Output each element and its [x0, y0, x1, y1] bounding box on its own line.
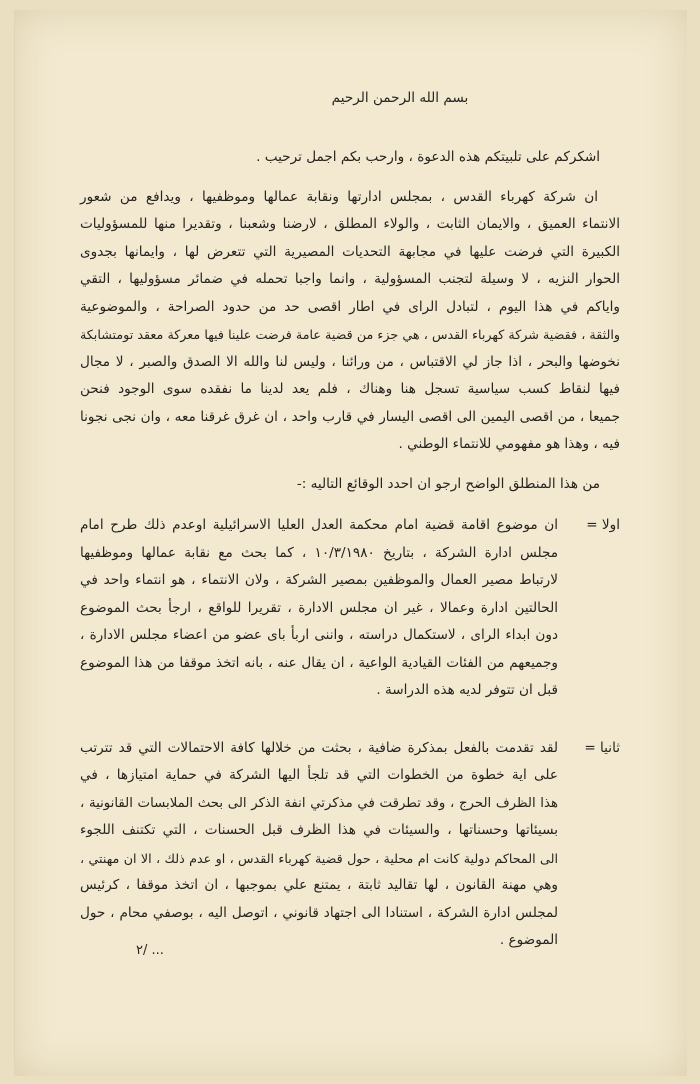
item-body [80, 512, 558, 705]
item-line: ان موضوع اقامة قضية امام محكمة العدل العليا الاسرائيلية اوعدم ذلك طرح امام [80, 517, 558, 533]
paragraph-facts-intro: من هذا المنطلق الواضح ارجو ان احدد الوقائع التاليه :- [296, 475, 600, 492]
item-line: وجميعهم من الفئات القيادية الواعية ، ان يقال عنه ، بانه اتخذ موقفا من هذا الموضوع [80, 654, 558, 671]
item-line: قبل ان تتوفر لديه هذه الدراسة . [376, 682, 558, 698]
paragraph-line: فيها لنقاط كسب سياسية تسجل هنا وهناك ، فلم يعد لدينا ما نفقده سوى الوجود فنحن [80, 381, 620, 397]
paragraph-line: جميعا ، من اقصى اليمين الى اقصى اليسار في قارب واحد ، ان غرق غرقنا معه ، وان نجى نجونا [80, 408, 620, 425]
item-line: على اية خطوة من الخطوات التي قد تلجأ اليها الشركة في حماية امتيازها ، في [80, 767, 558, 783]
item-line: لارتباط مصير العمال والموظفين بمصير الشركة ، ولان الانتماء ، هو انتماء واحد في [80, 572, 558, 588]
item-line: الموضوع . [499, 932, 558, 948]
greeting-line: اشكركم على تلبيتكم هذه الدعوة ، وارحب بكم اجمل ترحيب . [256, 149, 600, 165]
item-line: هذا الظرف الحرج ، وقد تطرقت في مذكرتي انفة الذكر الى بحث الملابسات القانونية ، [80, 795, 558, 811]
paragraph-line: ان شركة كهرباء القدس ، بمجلس ادارتها ونقابة عمالها وموظفيها ، ويدافع من شعور [80, 188, 598, 205]
item-line: الى المحاكم دولية كانت ام محلية ، حول قضية كهرباء القدس ، او عدم ذلك ، الا ان مهنتي ، [80, 850, 558, 866]
paragraph-line: الانتماء العميق ، والايمان الثابت ، والولاء المطلق ، لارضنا وشعبنا ، وتقديرا منها للمسؤوليات [80, 216, 620, 232]
item-second [80, 735, 620, 955]
item-line: بسيئاتها وحسناتها ، والسيئات في هذا الظرف قبل الحسنات ، التي تكتنف اللجوء [80, 822, 558, 838]
paragraph-intro [80, 184, 620, 459]
paragraph-line: الحوار النزيه ، لا وسيلة لتجنب المسؤولية ، وانما واجبا تحمله في ضمائر مسؤوليها ، التقي [80, 271, 620, 287]
paragraph-line: نخوضها والبحر ، اذا جاز لي الاقتباس ، من ورائنا ، وليس لنا والله الا الصدق والصبر ، لا مجال [80, 353, 620, 370]
paragraph-line: والثقة ، فقضية شركة كهرباء القدس ، هي جزء من قضية عامة فرضت علينا فيها معركة معقد تومتشابكة [80, 327, 620, 342]
item-first [80, 512, 620, 705]
item-line: لمجلس ادارة الشركة ، استنادا الى اجتهاد قانوني ، اتوصل اليه ، بوصفي محام ، حول [80, 904, 558, 921]
paragraph-line: فيه ، وهذا هو مفهومي للانتماء الوطني . [398, 436, 620, 452]
page-number-marker: ٢/ ... [136, 943, 164, 958]
letter-page [80, 90, 620, 955]
item-line: وهي مهنة القانون ، لها تقاليد ثابتة ، يمتنع علي بموجبها ، ان اتخذ موقفا ، كرئيس [80, 877, 558, 893]
item-line: لقد تقدمت بالفعل بمذكرة ضافية ، بحثت من خلالها كافة الاحتمالات التي قد تترتب [80, 739, 558, 756]
letter-heading: بسم الله الرحمن الرحيم [331, 90, 469, 106]
paragraph-line: الكبيرة التي فرضت عليها في مجابهة التحديات المصيرية التي تتعرض لها ، وايمانها بجدوى [80, 243, 620, 260]
item-label: اولا = [586, 517, 620, 533]
item-body [80, 735, 558, 955]
item-label: ثانيا = [584, 739, 620, 756]
item-line: مجلس ادارة الشركة ، بتاريخ ١٠/٣/١٩٨٠ ، كما بحث مع نقابة عمالها وموظفيها [80, 544, 558, 561]
paragraph-line: واياكم في هذا اليوم ، لتبادل الراى في اطار اقصى حد من حدود الصراحة ، والموضوعية [80, 298, 620, 315]
item-line: الحالتين ادارة وعمالا ، غير ان مجلس الادارة ، تقريرا للواقع ، ارجأ بحث الموضوع [80, 599, 558, 616]
item-line: دون ابداء الراى ، لاستكمال دراسته ، واننى اربأ باى عضو من اعضاء مجلس الادارة ، [80, 627, 558, 643]
